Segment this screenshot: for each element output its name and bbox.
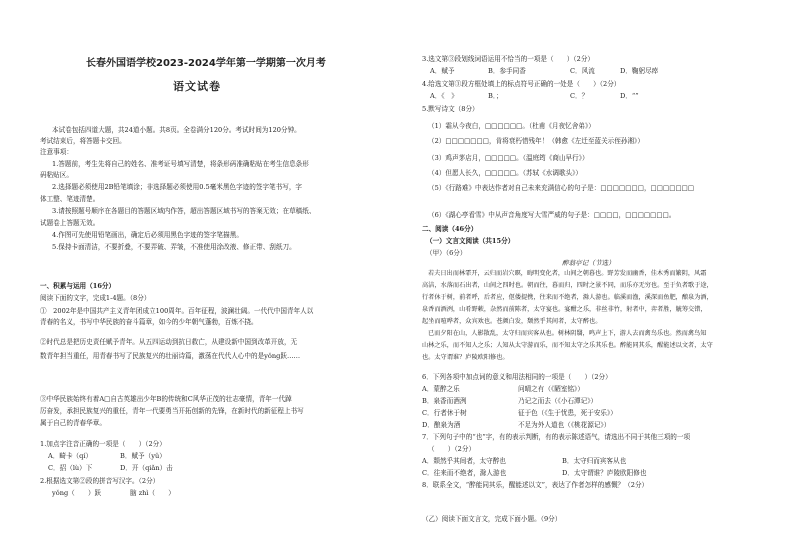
q5-line-2: （2）□□□□□□□，肯将衰朽惜残年！（韩愈《左迁至蓝关示侄孙湘》） [428,137,644,145]
wenyan-line: 已而夕阳在山，人影散乱，太守归而宾客从也。树林阴翳，鸣声上下，游人去而禽鸟乐也。然而禽鸟知 [428,330,707,337]
wenyan-line: 山林之乐，而不知人之乐；人知从太守游而乐，而不知太守之乐其乐也。醉能同其乐，醒能述以文者，太守 [422,342,713,349]
q1-option-d: D．开（qiǎn）击 [120,464,173,472]
q6-row-a-right: 问晴之有（《陋室铭》） [518,385,584,393]
q6-row-a-left: A．蒙醉之乐 [422,385,460,393]
wenyan-line: 泉香而酒洌，山肴野蔌，杂然而前陈者，太守宴也。宴酣之乐，非丝非竹，射者中，弈者胜，觥筹交错， [422,306,707,313]
passage-title: 醉翁亭记（节选） [562,259,615,267]
q4-option-a: A．《 》 [430,92,458,100]
wenyan-line: 起坐而喧哗者，众宾欢也。苍颜白发，颓然乎其间者，太守醉也。 [422,318,602,325]
section1-intro: 阅读下面的文字，完成1-4题。（8分） [40,294,151,302]
q6-row-b-right: 乃记之而去（《小石潭记》） [518,397,598,405]
passage-line: 青春的名义，书写中华民族的奋斗篇章，如今的少年朝气蓬勃，百炼不挠。 [40,318,258,326]
intro-line-2: 考试结束后，将答题卡交回。 [40,137,126,145]
notice-3a: 3.请按照题号顺序在各题目的答题区域内作答，超出答题区域书写的答案无效；在草稿纸、 [52,207,316,215]
notice-2a: 2.选择题必须使用2B铅笔填涂；非选择题必须使用0.5毫米黑色字迹的签字笔书写，字 [52,183,303,191]
q4-option-c: C．？ [570,92,589,100]
school-title: 长春外国语学校2023-2024学年第一学期第一次月考 [86,58,326,69]
wenyan-line: 也。太守谓谁？庐陵欧阳修也。 [422,354,509,361]
q5-line-1: （1）霜从今夜白，□□□□□□。（杜甫《月夜忆舍弟》） [428,122,595,130]
intro-line-1: 本试卷包括四道大题，共24道小题。共8页。全卷满分120分。考试时间为120分钟。 [52,126,301,134]
passage-line: 厉奋发，承担民族复兴的重任，青年一代要勇当开拓创新的先锋，在新时代的新征程上书写 [40,407,304,415]
q7-option-a: A．颓然乎其间者，太守醉也 [422,457,506,465]
q1-option-b: B．赋予（yǔ） [120,452,166,460]
section2-heading: 二、阅读（46分） [422,225,478,233]
notice-5: 5.保持卡面清洁，不要折叠，不要弄破、弄皱，不准使用涂改液、修正带、刮纸刀。 [52,243,296,251]
q6-row-b-left: B．泉香而酒洌 [422,397,467,405]
q6-stem: 6．下列各项中加点词的意义和用法相同的一项是（ ）（2分） [422,373,612,381]
q1-option-c: C．招（lù）下 [48,464,93,472]
q6-row-c-left: C．行者休于树 [422,409,467,417]
passage-line: ②时代总是把历史责任赋予青年。从五四运动到抗日救亡，从建设新中国到改革开放，无 [40,338,298,346]
q7-stem-2: （ ）（2分） [428,445,476,453]
q7-option-c: C．往来而不绝者，滁人游也 [422,469,507,477]
q4-option-d: D．“” [620,92,639,100]
notice-4: 4.作图可先使用铅笔画出，确定后必须用黑色字迹的签字笔描黑。 [52,231,243,239]
passage-line: ③中华民族始终有着A□自古英雄出少年B的传统和C风华正茂的壮志豪情，青年一代踔 [40,395,292,403]
q6-row-c-right: 征于色（《生于忧患，死于安乐》） [518,409,617,417]
section1-heading: 一、积累与运用（16分） [40,282,116,290]
yi-label: （乙）阅读下面文言文，完成下面小题。（9分） [422,515,562,523]
q5-line-5: （5）《行路难》中表达作者对自己未来充满信心的句子是：□□□□□□□，□□□□□□□ [428,184,695,192]
q4-option-b: B．； [488,92,503,100]
q3-option-d: D．鞠躬尽瘁 [620,67,659,75]
q3-option-c: C．风流 [570,67,595,75]
subject-title: 语文试卷 [173,80,221,93]
wenyan-line: 行者休于树，前者呼，后者应，伛偻提携，往来而不绝者，滁人游也。临溪而渔，溪深而鱼肥，酿泉为酒， [422,294,713,301]
q6-row-d-left: D．酿泉为酒 [422,421,461,429]
notice-2b: 体工整、笔迹清楚。 [40,195,100,203]
notice-1a: 1.答题前，考生先将自己的姓名、准考证号填写清楚，将条形码准确粘贴在考生信息条形 [52,160,309,168]
q3-option-b: B．参手同香 [488,67,526,75]
notice-3b: 试题卷上答题无效。 [40,219,100,227]
q5-line-4: （4）但愿人长久，□□□□□。（苏轼《水调歌头》） [428,169,583,177]
wenyan-line: 若夫日出而林霏开，云归而岩穴暝，晦明变化者，山间之朝暮也。野芳发而幽香，佳木秀而繁阴，风霜 [428,270,707,277]
q5-line-6: （6）《湖心亭看雪》中从声音角度写大雪严威的句子是：□□□□，□□□□□□□。 [428,211,676,219]
q8-stem: 8．联系全文，“醉能同其乐，醒能述以文”，表达了作者怎样的感慨？（2分） [422,481,649,489]
q3-option-a: A．赋予 [430,67,455,75]
q5-stem: 5.默写诗文（8分） [422,105,479,113]
jia-label: （甲）（6分） [426,249,467,257]
q5-line-3: （3）鸡声茅店月，□□□□□。（温庭筠《商山早行》） [428,154,589,162]
q7-option-b: B．太守归而宾客从也 [562,457,627,465]
notice-1b: 码粘贴区。 [40,171,73,179]
wenyan-line: 高洁，水落而石出者，山间之四时也。朝而往，暮而归，四时之景不同，而乐亦无穷也。至于负者歌于途， [422,282,713,289]
q3-stem: 3.选文第③段划线词语运用不恰当的一项是（ ）（2分） [422,55,595,63]
q1-stem: 1.加点字注音正确的一项是（ ）（2分） [40,440,166,448]
q2-blank-1: yǒng（ ）跃 [52,489,102,497]
q2-stem: 2.根据选文第②段的拼音写汉字。（2分） [40,477,160,485]
q2-blank-2: 脑 zhì（ ） [130,489,175,497]
q1-option-a: A．畸卡（qí） [48,452,93,460]
passage-line: ① 2002年是中国共产主义青年团成立100周年。百年征程，波澜壮阔。一代代中国青年人以 [40,307,314,315]
q4-stem: 4.给选文第③段方框处填上的标点符号正确的一处是（ ）（2分） [422,80,621,88]
q6-row-d-right: 不足为外人道也（《桃花源记》） [518,421,611,429]
section2-sub-heading: （一）文言文阅读（共15分） [426,237,515,245]
notice-label: 注意事项： [40,148,73,156]
q7-stem: 7．下列句子中的“也”字，有的表示判断，有的表示陈述语气，请选出不同于其他三项的一项 [422,433,691,441]
q7-option-d: D．太守谓谁？庐陵欧阳修也 [562,469,647,477]
passage-line: 数青年担当重任，用青春书写了民族复兴的壮丽诗篇，激荡在代代人心中的是yǒng跃…… [40,352,301,360]
passage-line: 属于自己的青春华章。 [40,419,106,427]
